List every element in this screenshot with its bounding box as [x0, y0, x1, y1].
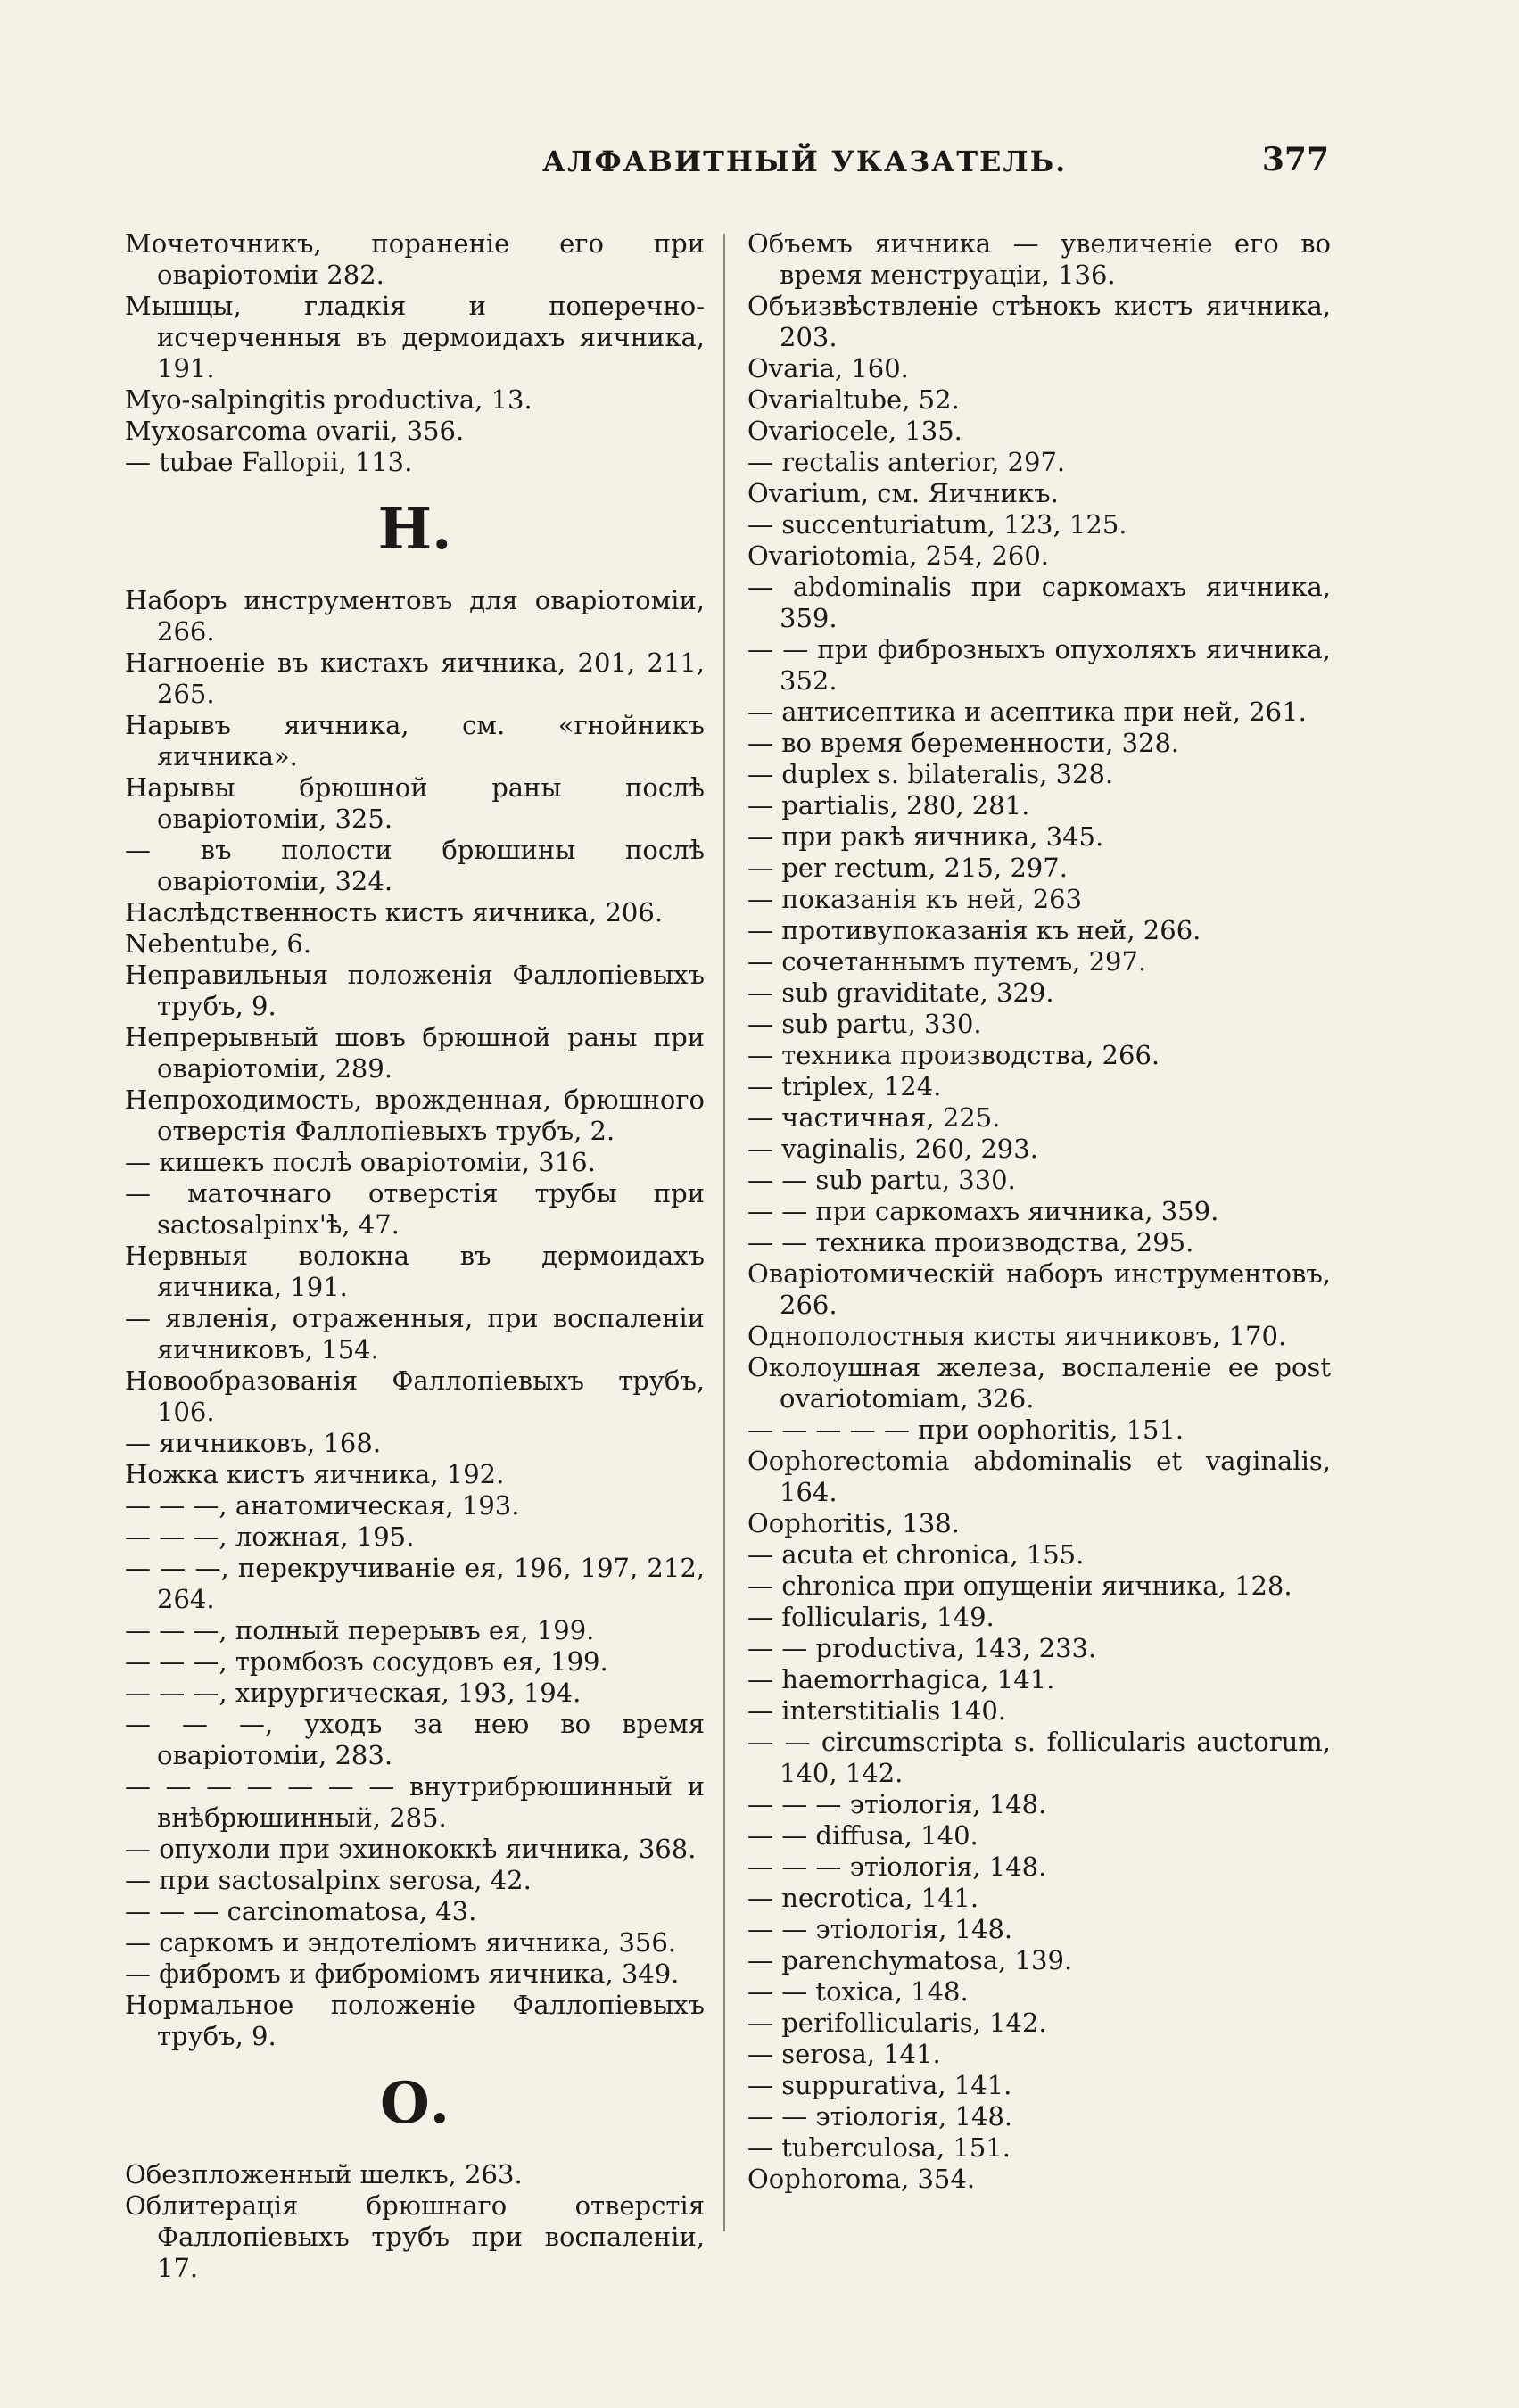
page-header: [134, 141, 1329, 186]
index-entry: — serosa, 141.: [747, 2039, 941, 2069]
index-entry: Oophoritis, 138.: [747, 1508, 960, 1538]
index-entry: Облитерація брюшнаго отверстія Фаллопіевыхъ трубъ при воспаленіи, 17.: [125, 2190, 705, 2283]
index-entry: — — при фиброзныхъ опухоляхъ яичника, 352.: [747, 634, 1331, 696]
index-entry: — во время беременности, 328.: [747, 728, 1180, 758]
index-entry: Непрерывный шовъ брюшной раны при оваріотоміи, 289.: [125, 1022, 705, 1084]
index-entry: — — — — — — — внутрибрюшинный и внѣбрюшинный, 285.: [125, 1771, 705, 1833]
index-entry: Нарывы брюшной раны послѣ оваріотоміи, 325.: [125, 772, 705, 834]
index-entry: — interstitialis 140.: [747, 1695, 1007, 1726]
index-entry: Мочеточникъ, пораненіе его при оваріотоміи 282.: [125, 228, 705, 290]
index-entry: Myxosarcoma ovarii, 356.: [125, 416, 465, 446]
index-entry: Объизвѣствленіе стѣнокъ кистъ яичника, 203.: [747, 291, 1331, 352]
index-entry: — tubae Fallopii, 113.: [125, 447, 413, 477]
index-entry: — сочетаннымъ путемъ, 297.: [747, 946, 1147, 977]
index-entry: — sub graviditate, 329.: [747, 977, 1054, 1008]
index-entry: — — —, ложная, 195.: [125, 1521, 415, 1552]
index-entry: — per rectum, 215, 297.: [747, 853, 1068, 883]
index-entry: — succenturiatum, 123, 125.: [747, 509, 1127, 540]
section-letter: Н.: [377, 496, 452, 563]
index-entry: — — — — — при oophoritis, 151.: [747, 1414, 1185, 1445]
index-entry: — suppurativa, 141.: [747, 2070, 1012, 2100]
index-entry: — — этіологія, 148.: [747, 2101, 1013, 2132]
index-entry: — — —, перекручиваніе ея, 196, 197, 212, 264.: [125, 1553, 705, 1614]
index-entry: — противупоказанія къ ней, 266.: [747, 915, 1201, 945]
index-entry: — acuta et chronica, 155.: [747, 1539, 1085, 1570]
index-entry: — — circumscripta s. follicularis auctorum, 140, 142.: [747, 1727, 1331, 1788]
index-entry: Ножка кистъ яичника, 192.: [125, 1459, 505, 1489]
index-entry: — кишекъ послѣ оваріотоміи, 316.: [125, 1147, 596, 1177]
index-entry: Мышцы, гладкія и поперечно-исчерченныя въ дермоидахъ яичника, 191.: [125, 291, 705, 383]
index-entry: Нормальное положеніе Фаллопіевыхъ трубъ, 9.: [125, 1990, 705, 2051]
index-entry: Однополостныя кисты яичниковъ, 170.: [747, 1321, 1287, 1351]
page-number: 377: [1261, 141, 1329, 178]
index-entry: Ovarialtube, 52.: [747, 384, 960, 415]
index-entry: Myo-salpingitis productiva, 13.: [125, 384, 532, 415]
index-entry: Нарывъ яичника, см. «гнойникъ яичника».: [125, 710, 705, 771]
index-entry: — въ полости брюшины послѣ оваріотоміи, 324.: [125, 835, 705, 896]
index-entry: — явленія, отраженныя, при воспаленіи яичниковъ, 154.: [125, 1303, 705, 1365]
index-entry: — — — этіологія, 148.: [747, 1851, 1047, 1882]
index-entry: — показанія къ ней, 263: [747, 884, 1083, 914]
index-entry: — — — этіологія, 148.: [747, 1789, 1047, 1819]
index-entry: Oophoroma, 354.: [747, 2164, 976, 2194]
index-entry: — при sactosalpinx serosa, 42.: [125, 1865, 532, 1895]
index-entry: — — техника производства, 295.: [747, 1227, 1194, 1258]
index-entry: Ovaria, 160.: [747, 353, 909, 383]
index-entry: — parenchymatosa, 139.: [747, 1945, 1073, 1975]
index-entry: — necrotica, 141.: [747, 1883, 979, 1913]
index-entry: — техника производства, 266.: [747, 1040, 1160, 1070]
index-entry: — vaginalis, 260, 293.: [747, 1134, 1038, 1164]
index-entry: Оваріотомическій наборъ инструментовъ, 266.: [747, 1258, 1331, 1320]
index-entry: — — —, полный перерывъ ея, 199.: [125, 1615, 595, 1645]
index-entry: — антисептика и асептика при ней, 261.: [747, 697, 1307, 727]
index-entry: — triplex, 124.: [747, 1071, 942, 1101]
index-entry: — — productiva, 143, 233.: [747, 1633, 1097, 1663]
index-entry: Ovariotomia, 254, 260.: [747, 540, 1050, 571]
index-entry: — perifollicularis, 142.: [747, 2008, 1047, 2038]
index-entry: — саркомъ и эндотеліомъ яичника, 356.: [125, 1927, 677, 1958]
index-entry: Новообразованія Фаллопіевыхъ трубъ, 106.: [125, 1365, 705, 1427]
index-entry: Наслѣдственность кистъ яичника, 206.: [125, 897, 664, 928]
index-entry: — — —, анатомическая, 193.: [125, 1490, 520, 1521]
index-entry: — при ракѣ яичника, 345.: [747, 821, 1104, 852]
index-entry: — — при саркомахъ яичника, 359.: [747, 1196, 1219, 1226]
index-entry: — partialis, 280, 281.: [747, 790, 1030, 821]
index-entry: Объемъ яичника — увеличеніе его во время менструаціи, 136.: [747, 228, 1331, 290]
index-column-right: [747, 228, 1331, 2195]
column-divider: [723, 234, 725, 2231]
index-entry: Неправильныя положенія Фаллопіевыхъ трубъ, 9.: [125, 960, 705, 1021]
index-entry: — фибромъ и фиброміомъ яичника, 349.: [125, 1959, 680, 1989]
index-entry: Oophorectomia abdominalis et vaginalis, 164.: [747, 1446, 1331, 1507]
running-title: АЛФАВИТНЫЙ УКАЗАТЕЛЬ.: [542, 144, 1068, 178]
index-entry: Nebentube, 6.: [125, 928, 312, 959]
index-entry: — яичниковъ, 168.: [125, 1428, 382, 1458]
index-entry: — follicularis, 149.: [747, 1602, 995, 1632]
index-entry: — — — carcinomatosa, 43.: [125, 1896, 477, 1926]
index-entry: Ovarium, см. Яичникъ.: [747, 478, 1059, 508]
index-entry: — — toxica, 148.: [747, 1976, 969, 2007]
index-entry: — sub partu, 330.: [747, 1009, 982, 1039]
index-entry: — маточнаго отверстія трубы при sactosalpinx'ѣ, 47.: [125, 1178, 705, 1240]
index-entry: Непроходимость, врожденная, брюшного отверстія Фаллопіевыхъ трубъ, 2.: [125, 1084, 705, 1146]
index-entry: — — —, хирургическая, 193, 194.: [125, 1678, 582, 1708]
index-entry: — tuberculosa, 151.: [747, 2132, 1011, 2163]
section-letter: О.: [379, 2070, 450, 2137]
index-entry: — — —, уходъ за нею во время оваріотоміи, 283.: [125, 1709, 705, 1770]
index-entry: — haemorrhagica, 141.: [747, 1664, 1055, 1695]
index-entry: — частичная, 225.: [747, 1102, 1001, 1133]
index-entry: — abdominalis при саркомахъ яичника, 359.: [747, 572, 1331, 633]
index-entry: — — sub partu, 330.: [747, 1165, 1016, 1195]
index-entry: Ovariocele, 135.: [747, 416, 962, 446]
index-entry: — chronica при опущеніи яичника, 128.: [747, 1571, 1292, 1601]
index-entry: — — этіологія, 148.: [747, 1914, 1013, 1944]
index-entry: Наборъ инструментовъ для оваріотоміи, 266.: [125, 585, 705, 647]
index-entry: — rectalis anterior, 297.: [747, 447, 1066, 477]
index-entry: — duplex s. bilateralis, 328.: [747, 759, 1114, 789]
index-column-left: [125, 228, 705, 2284]
index-entry: Нагноеніе въ кистахъ яичника, 201, 211, 265.: [125, 647, 705, 709]
index-entry: Нервныя волокна въ дермоидахъ яичника, 191.: [125, 1241, 705, 1302]
index-entry: — опухоли при эхинококкѣ яичника, 368.: [125, 1834, 697, 1864]
index-entry: — — diffusa, 140.: [747, 1820, 978, 1851]
index-entry: Околоушная железа, воспаленіе ее post ovariotomiam, 326.: [747, 1352, 1331, 1414]
index-entry: — — —, тромбозъ сосудовъ ея, 199.: [125, 1646, 608, 1677]
index-entry: Обезпложенный шелкъ, 263.: [125, 2159, 523, 2189]
